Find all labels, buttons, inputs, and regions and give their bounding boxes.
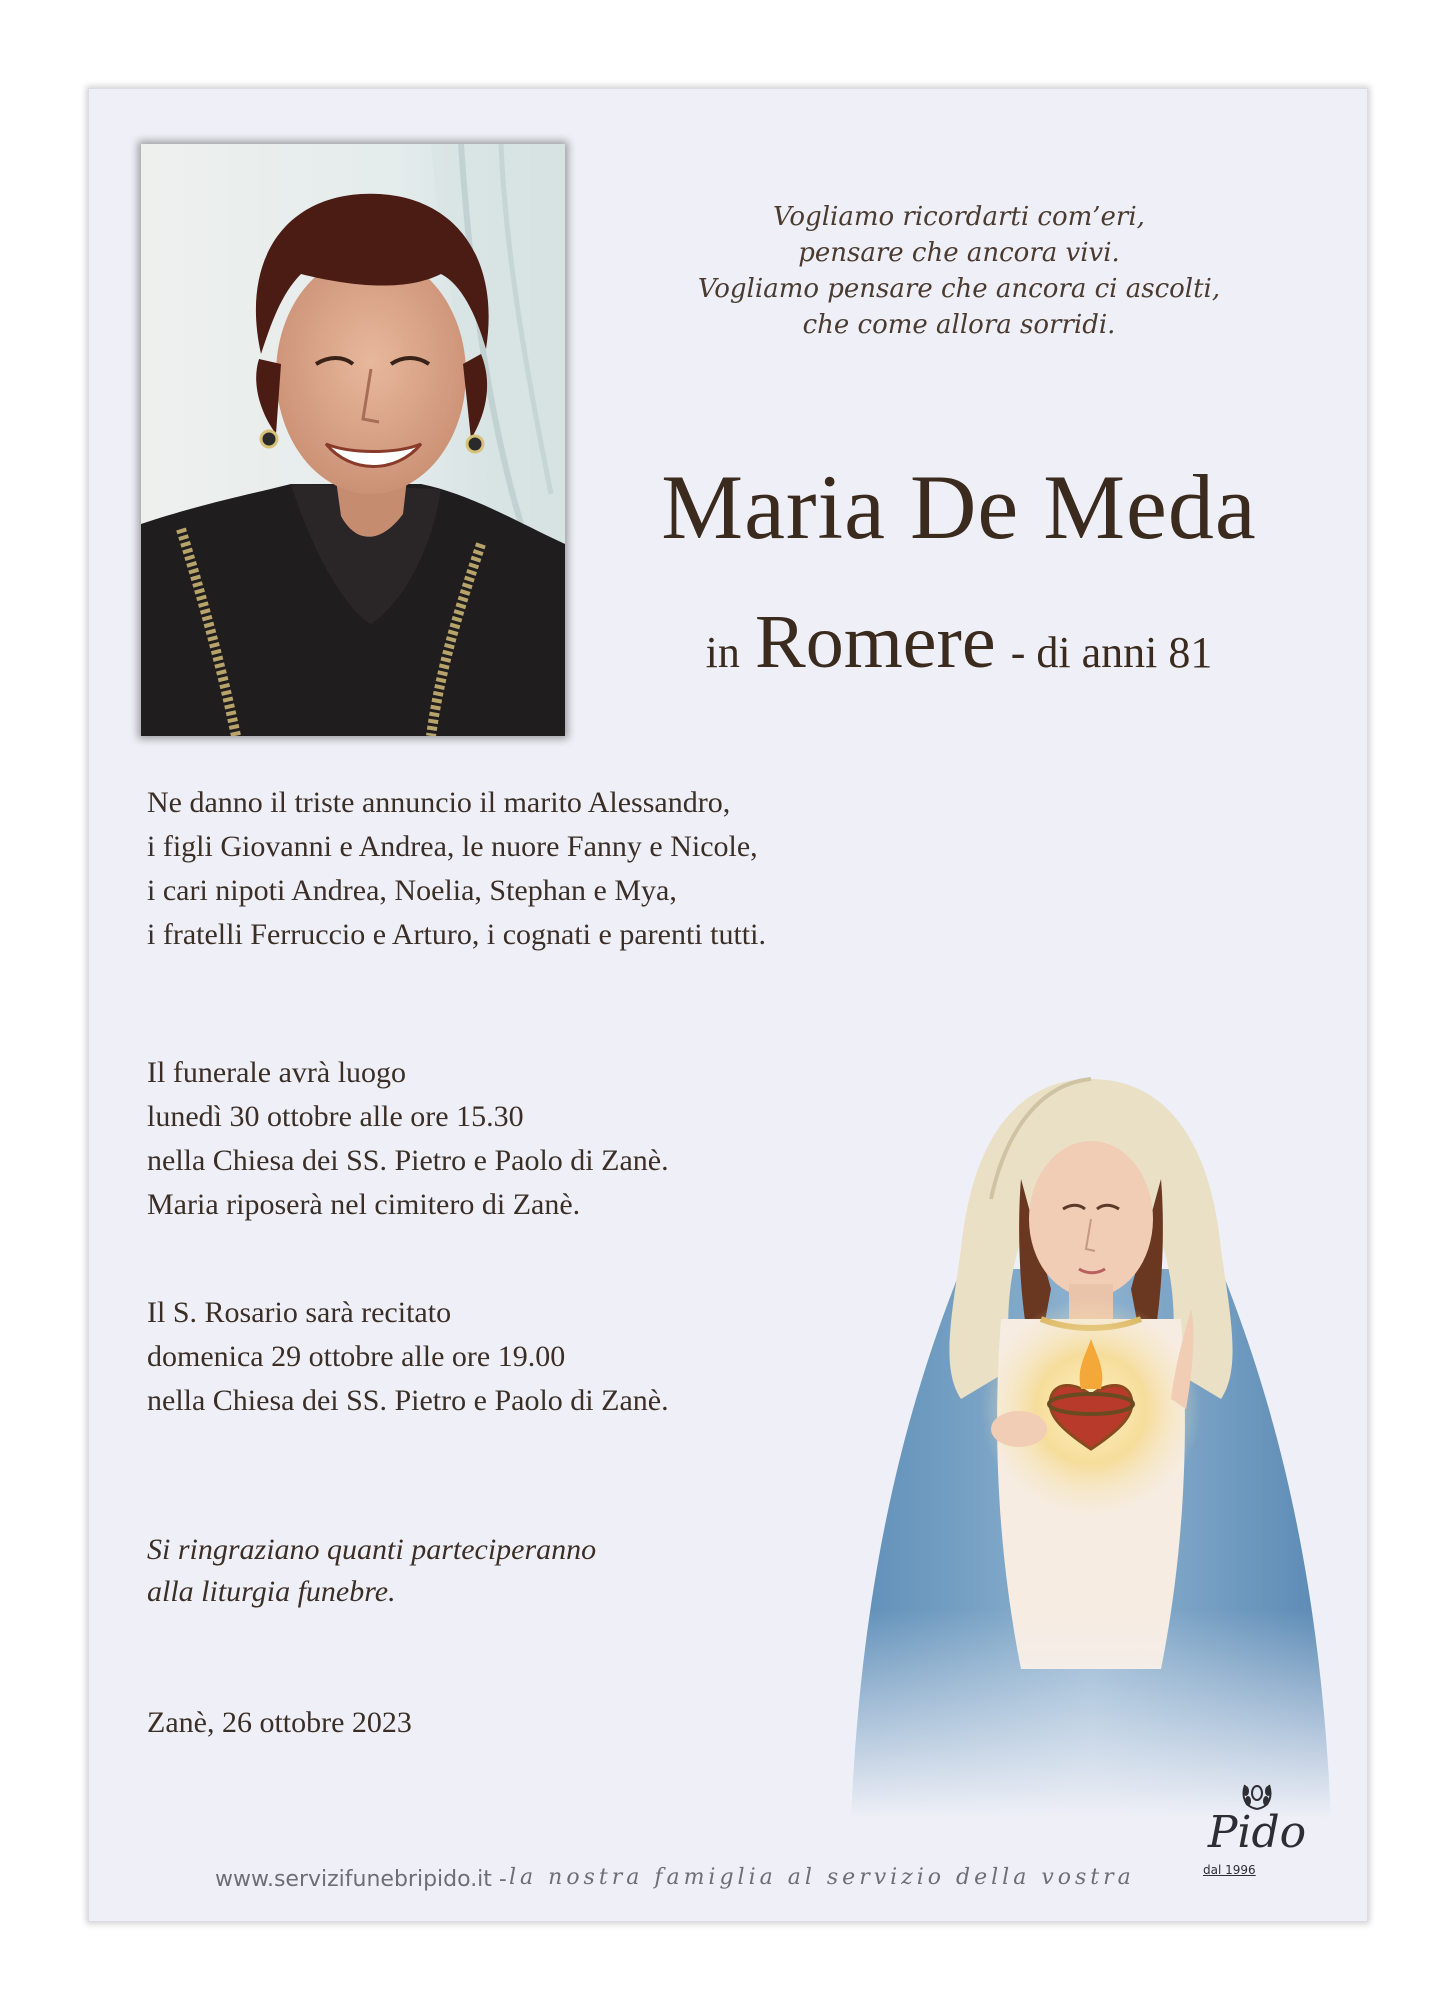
madonna-illustration — [841, 1069, 1341, 1819]
funeral-line: nella Chiesa dei SS. Pietro e Paolo di Zanè. — [147, 1144, 669, 1177]
poem-line: che come allora sorridi. — [802, 310, 1116, 340]
footer — [89, 1861, 1367, 1901]
name-prefix: in — [705, 628, 740, 677]
thanks-line: Si ringraziano quanti parteciperanno — [147, 1533, 597, 1566]
funeral-details — [147, 1051, 669, 1227]
poem-line: pensare che ancora vivi. — [798, 238, 1120, 268]
announcement-line: i fratelli Ferruccio e Arturo, i cognati e parenti tutti. — [147, 918, 766, 951]
memorial-poem — [649, 199, 1269, 343]
announcement-text — [147, 781, 766, 957]
rosary-details — [147, 1291, 669, 1423]
married-name: Romere — [755, 600, 996, 684]
poem-line: Vogliamo pensare che ancora ci ascolti, — [697, 274, 1221, 304]
rosary-line: domenica 29 ottobre alle ore 19.00 — [147, 1340, 566, 1373]
announcement-line: i figli Giovanni e Andrea, le nuore Fanny e Nicole, — [147, 830, 758, 863]
website-link[interactable]: www.servizifunebripido.it - — [215, 1867, 507, 1892]
announcement-line: i cari nipoti Andrea, Noelia, Stephan e Mya, — [147, 874, 677, 907]
funeral-line: Il funerale avrà luogo — [147, 1056, 407, 1089]
funeral-home-logo — [1197, 1779, 1317, 1889]
funeral-line: lunedì 30 ottobre alle ore 15.30 — [147, 1100, 524, 1133]
funeral-line: Maria riposerà nel cimitero di Zanè. — [147, 1188, 581, 1221]
logo-brand: Pido — [1207, 1807, 1307, 1858]
thanks-text — [147, 1529, 596, 1613]
age-text: - di anni 81 — [1010, 628, 1213, 677]
rosary-line: Il S. Rosario sarà recitato — [147, 1296, 452, 1329]
logo-since: dal 1996 — [1203, 1863, 1256, 1877]
deceased-photo — [141, 144, 565, 736]
place-date: Zanè, 26 ottobre 2023 — [147, 1706, 412, 1739]
married-name-line — [609, 599, 1309, 686]
deceased-name: Maria De Meda — [661, 456, 1257, 558]
announcement-line: Ne danno il triste annuncio il marito Alessandro, — [147, 786, 731, 819]
footer-slogan: la nostra famiglia al servizio della vostra — [509, 1865, 1135, 1890]
poem-line: Vogliamo ricordarti com’eri, — [773, 202, 1145, 232]
obituary-card — [88, 88, 1368, 1922]
thanks-line: alla liturgia funebre. — [147, 1575, 396, 1608]
rosary-line: nella Chiesa dei SS. Pietro e Paolo di Zanè. — [147, 1384, 669, 1417]
